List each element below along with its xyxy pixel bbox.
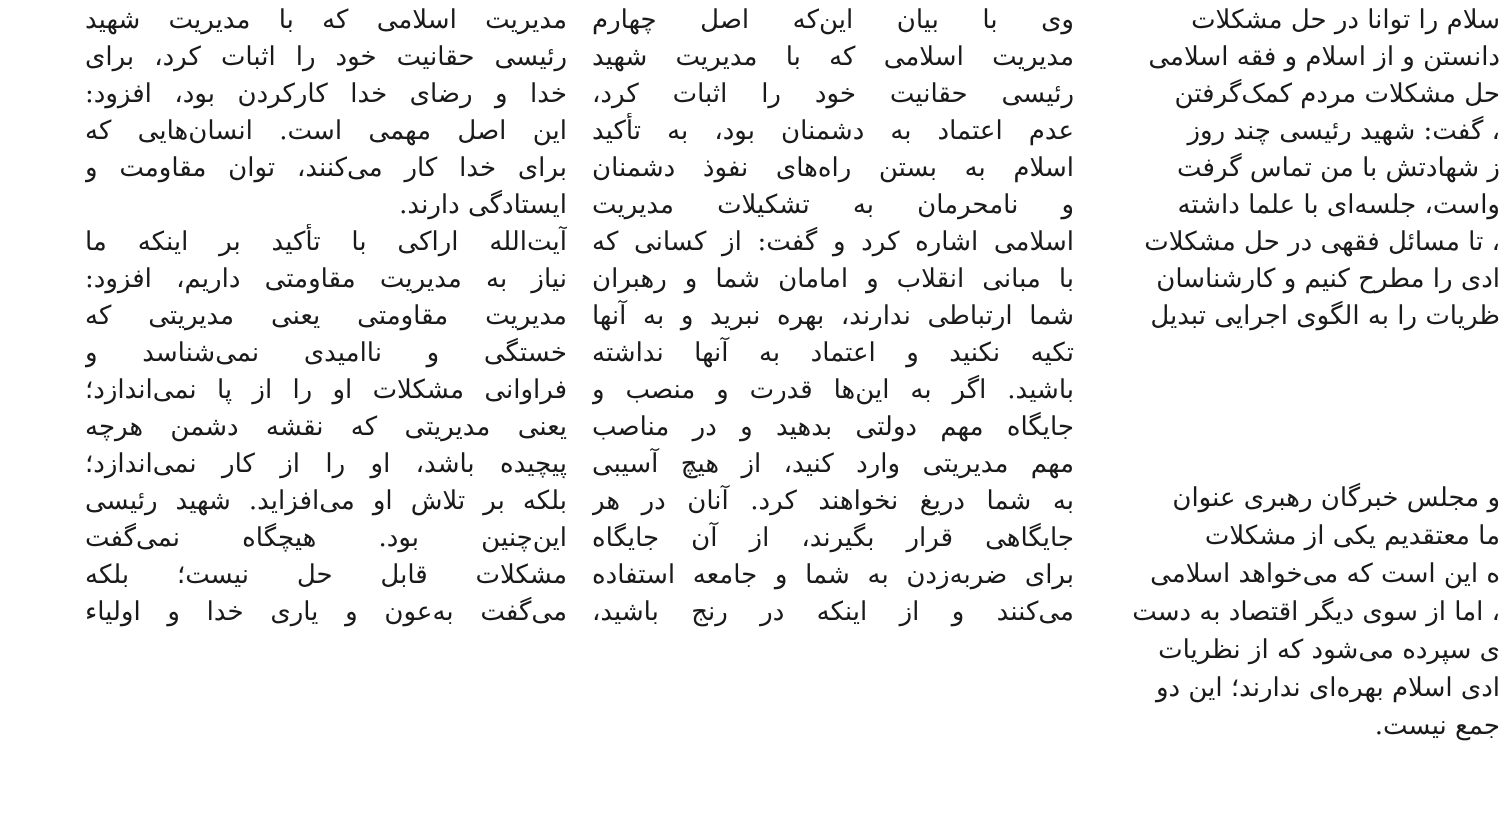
text-line: و نامحرمان به تشکیلات مدیریت <box>592 190 1074 220</box>
text-line: جایگاه مهم دولتی بدهید و در مناصب <box>592 412 1074 442</box>
text-line: و مجلس خبرگان رهبری عنوان <box>1172 483 1500 513</box>
text-line: یعنی مدیریتی که نقشه دشمن هرچه <box>85 412 567 442</box>
text-line: باشید. اگر به این‌ها قدرت و منصب و <box>592 375 1074 405</box>
text-line: ، گفت: شهید رئیسی چند روز <box>1187 116 1500 146</box>
text-line: واست، جلسه‌ای با علما داشته <box>1177 190 1500 220</box>
text-column-right <box>1100 0 1500 835</box>
text-line: پیچیده باشد، او را از کار نمی‌اندازد؛ <box>85 449 567 479</box>
text-line: اسلامی اشاره کرد و گفت: از کسانی که <box>592 227 1074 257</box>
text-line: مشکلات قابل حل نیست؛ بلکه <box>85 560 567 590</box>
text-line: ادی را مطرح کنیم و کارشناسان <box>1156 264 1500 294</box>
text-line: وی با بیان این‌که اصل چهارم <box>592 5 1074 35</box>
text-line: فراوانی مشکلات او را از پا نمی‌اندازد؛ <box>85 375 567 405</box>
text-line: این‌چنین بود. هیچگاه نمی‌گفت <box>85 523 567 553</box>
text-line: این اصل مهمی است. انسان‌هایی که <box>85 116 567 146</box>
text-line: ، اما از سوی دیگر اقتصاد به دست <box>1132 597 1500 627</box>
text-line: رئیسی حقانیت خود را اثبات کرد، <box>592 79 1074 109</box>
text-line: شما ارتباطی ندارند، بهره نبرید و به آنها <box>592 301 1074 331</box>
text-line: رئیسی حقانیت خود را اثبات کرد، برای <box>85 42 567 72</box>
text-line: ایستادگی دارند. <box>399 190 567 220</box>
text-line: دانستن و از اسلام و فقه اسلامی <box>1148 42 1500 72</box>
text-line: سلام را توانا در حل مشکلات <box>1191 5 1500 35</box>
text-line: ، تا مسائل فقهی در حل مشکلات <box>1144 227 1500 257</box>
text-line: می‌گفت به‌عون و یاری خدا و اولیاء <box>85 597 567 627</box>
text-line: نیاز به مدیریت مقاومتی داریم، افزود: <box>85 264 567 294</box>
text-line: عدم اعتماد به دشمنان بود، به تأکید <box>592 116 1074 146</box>
text-line: تکیه نکنید و اعتماد به آنها نداشته <box>592 338 1074 368</box>
text-line: مدیریت اسلامی که با مدیریت شهید <box>592 42 1074 72</box>
text-line: حل مشکلات مردم کمک‌گرفتن <box>1174 79 1500 109</box>
text-line: ه این است که می‌خواهد اسلامی <box>1150 559 1500 589</box>
text-line: مهم مدیریتی وارد کنید، از هیچ آسیبی <box>592 449 1074 479</box>
text-line: به شما دریغ نخواهند کرد. آنان در هر <box>592 486 1074 516</box>
text-line: بلکه بر تلاش او می‌افزاید. شهید رئیسی <box>85 486 567 516</box>
text-column-left <box>85 0 567 835</box>
text-line: ما معتقدیم یکی از مشکلات <box>1204 521 1500 551</box>
text-line: جمع نیست. <box>1374 711 1500 741</box>
text-line: ی سپرده می‌شود که از نظریات <box>1158 635 1500 665</box>
text-line: جایگاهی قرار بگیرند، از آن جایگاه <box>592 523 1074 553</box>
text-line: برای ضربه‌زدن به شما و جامعه استفاده <box>592 560 1074 590</box>
text-line: خستگی و ناامیدی نمی‌شناسد و <box>85 338 567 368</box>
text-line: ظریات را به الگوی اجرایی تبدیل <box>1150 301 1500 331</box>
text-line: ز شهادتش با من تماس گرفت <box>1176 153 1500 183</box>
text-line: مدیریت مقاومتی یعنی مدیریتی که <box>85 301 567 331</box>
text-line: آیت‌الله اراکی با تأکید بر اینکه ما <box>85 227 567 257</box>
text-line: می‌کنند و از اینکه در رنج باشید، <box>592 597 1074 627</box>
text-line: با مبانی انقلاب و امامان شما و رهبران <box>592 264 1074 294</box>
text-line: اسلام به بستن راه‌های نفوذ دشمنان <box>592 153 1074 183</box>
text-line: مدیریت اسلامی که با مدیریت شهید <box>85 5 567 35</box>
text-column-middle <box>592 0 1074 835</box>
text-line: ادی اسلام بهره‌ای ندارند؛ این دو <box>1155 673 1500 703</box>
text-line: خدا و رضای خدا کارکردن بود، افزود: <box>85 79 567 109</box>
text-line: برای خدا کار می‌کنند، توان مقاومت و <box>85 153 567 183</box>
